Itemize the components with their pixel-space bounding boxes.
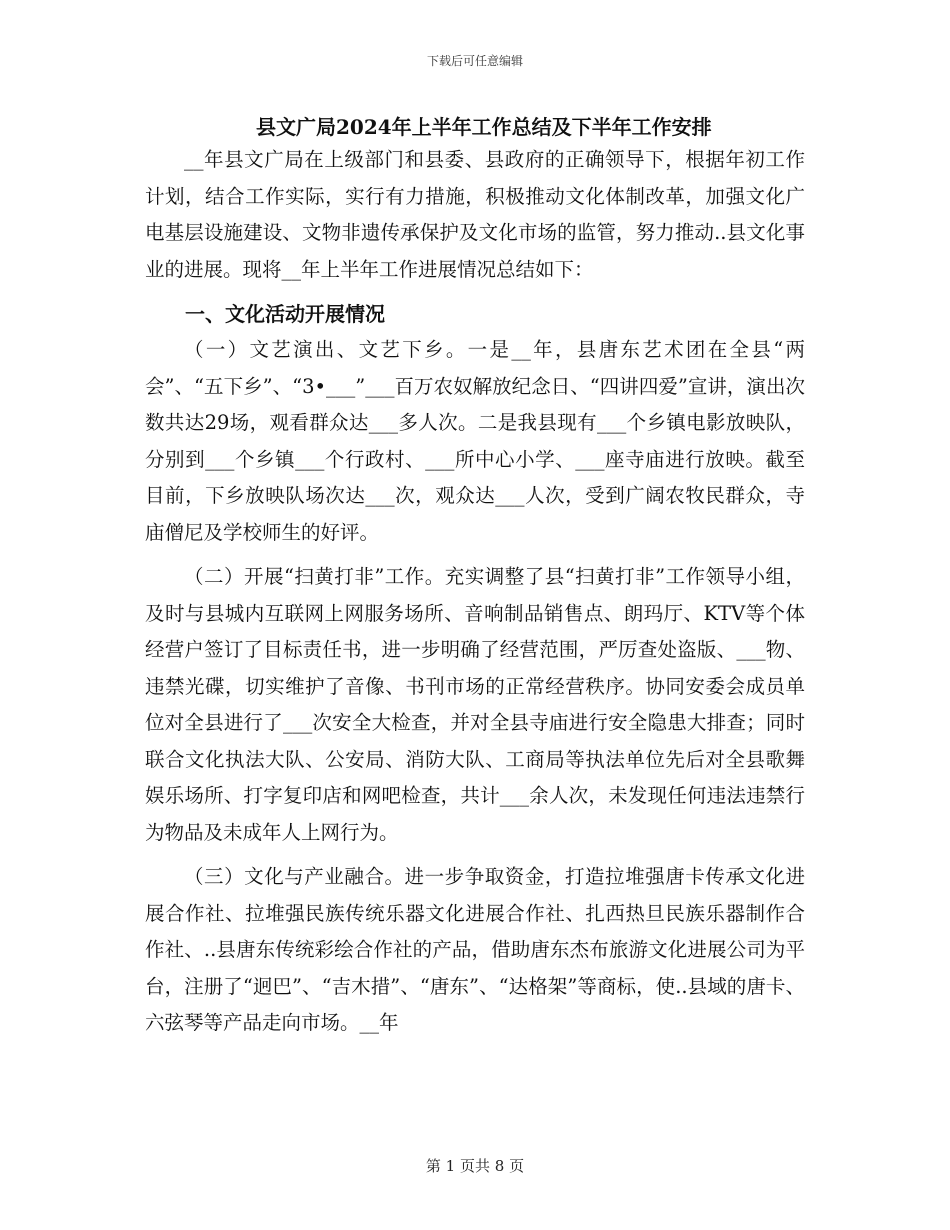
section-heading-cultural-activities: 一、文化活动开展情况 (185, 302, 385, 326)
header-note: 下载后可任意编辑 (426, 54, 523, 68)
paragraph-performances: （一）文艺演出、文艺下乡。一是__年，县唐东艺术团在全县“两会”、“五下乡”、“3•___”___百万农奴解放纪念日、“四讲四爱”宣讲，演出次数共达29场，观看群众达___多人次。二是我县现有___个乡镇电影放映队，分别到___个乡镇___个行政村、___所中心小学、___座寺庙进行放映。截至目前，下乡放映队场次达___次，观众达___人次，受到广阔农牧民群众，寺庙僧尼及学校师生的好评。 (145, 338, 805, 544)
paragraph-anti-piracy: （二）开展“扫黄打非”工作。充实调整了县“扫黄打非”工作领导小组，及时与县城内互联网上网服务场所、音响制品销售点、朗玛厅、KTV等个体经营户签订了目标责任书，进一步明确了经营范围，严厉查处盗版、___物、违禁光碟，切实维护了音像、书刊市场的正常经营秩序。协同安委会成员单位对全县进行了___次安全大检查，并对全县寺庙进行安全隐患大排查；同时联合文化执法大队、公安局、消防大队、工商局等执法单位先后对全县歌舞娱乐场所、打字复印店和网吧检查，共计___余人次，未发现任何违法违禁行为物品及未成年人上网行为。 (145, 565, 805, 844)
document-body (145, 112, 805, 1042)
document-title: 县文广局2024年上半年工作总结及下半年工作安排 (256, 115, 712, 139)
intro-paragraph: __年县文广局在上级部门和县委、县政府的正确领导下，根据年初工作计划，结合工作实际，实行有力措施，积极推动文化体制改革，加强文化广电基层设施建设、文物非遗传承保护及文化市场的监管，努力推动..县文化事业的进展。现将__年上半年工作进展情况总结如下： (145, 148, 805, 281)
page-footer: 第 1 页共 8 页 (425, 1157, 525, 1175)
paragraph-industry-integration: （三）文化与产业融合。进一步争取资金，打造拉堆强唐卡传承文化进展合作社、拉堆强民族传统乐器文化进展合作社、扎西热旦民族乐器制作合作社、..县唐东传统彩绘合作社的产品，借助唐东杰布旅游文化进展公司为平台，注册了“迥巴”、“吉木措”、“唐东”、“达格架”等商标，使..县域的唐卡、六弦琴等产品走向市场。__年 (145, 865, 805, 1034)
